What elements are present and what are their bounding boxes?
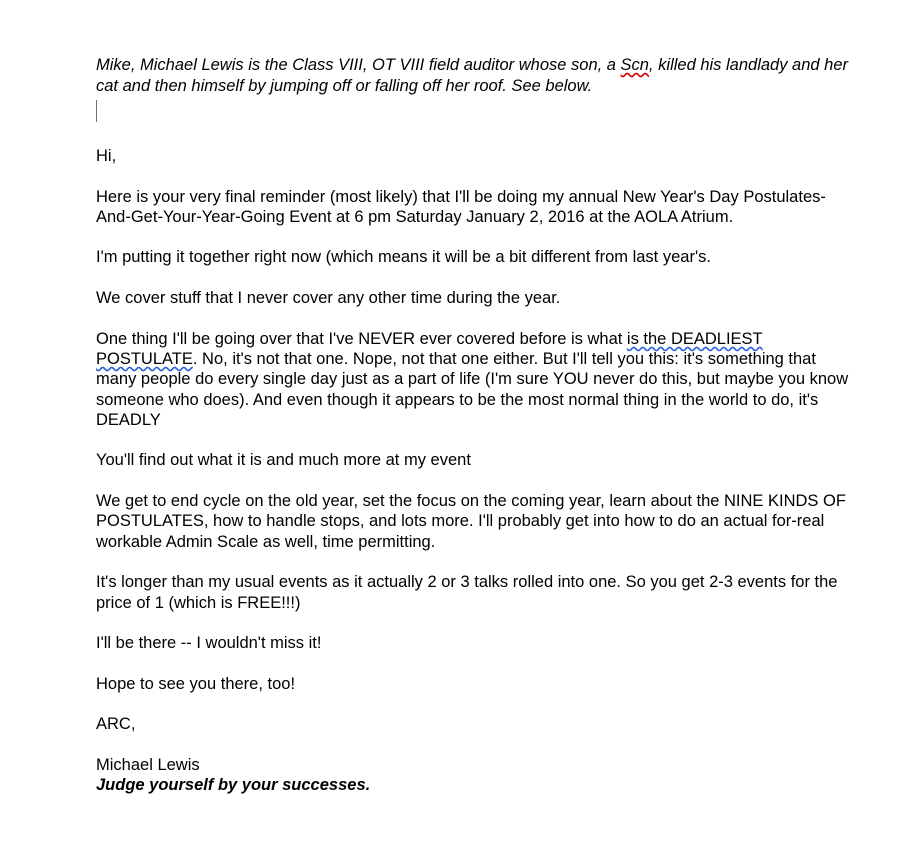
email-signature xyxy=(96,755,856,796)
email-closing: ARC, xyxy=(96,715,136,734)
email-paragraph-4 xyxy=(96,329,856,430)
p4-text-c: . No, it's not that one. Nope, not that one either. But I'll tell you this: it's something that many people do every single day just as a part of life (I'm sure YOU never do this, but maybe you know someone who does). And even though it appears to be the most normal thing in the world to do, it's DEADLY xyxy=(96,349,849,429)
grammar-flag-deadliest-postulate[interactable]: is the DEADLIEST POSTULATE xyxy=(96,329,763,368)
email-content xyxy=(96,146,856,796)
email-greeting: Hi, xyxy=(96,147,117,165)
editor-note xyxy=(96,55,856,96)
document-body[interactable] xyxy=(96,55,856,796)
note-text-part1: Mike, Michael Lewis is the Class VIII, OT VIII field auditor whose son, a xyxy=(96,56,621,74)
email-paragraph-2: I'm putting it together right now (which means it will be a bit different from last year's. xyxy=(96,248,711,267)
email-paragraph-3: We cover stuff that I never cover any other time during the year. xyxy=(96,289,561,308)
signature-tagline: Judge yourself by your successes. xyxy=(96,776,371,795)
email-paragraph-8: I'll be there -- I wouldn't miss it! xyxy=(96,634,322,653)
email-paragraph-6: We get to end cycle on the old year, set the focus on the coming year, learn about the NINE KINDS OF POSTULATES, how to handle stops, and lots more. I'll probably get into how to do an actual for-real workable Admin Scale as well, time permitting. xyxy=(96,492,846,551)
p4-text-a: One thing I'll be going over that I've NEVER ever covered before is what xyxy=(96,329,627,348)
email-paragraph-1: Here is your very final reminder (most likely) that I'll be doing my annual New Year's Day Postulates-And-Get-Your-Year-Going Event at 6 pm Saturday January 2, 2016 at the AOLA Atrium. xyxy=(96,187,826,226)
text-cursor xyxy=(96,100,97,122)
email-paragraph-9: Hope to see you there, too! xyxy=(96,674,296,693)
note-text-part2: , killed his landlady and her cat and then himself by jumping off or falling off her roof. See below. xyxy=(96,56,849,95)
email-paragraph-7: It's longer than my usual events as it actually 2 or 3 talks rolled into one. So you get 2-3 events for the price of 1 (which is FREE!!!) xyxy=(96,573,838,612)
signature-name: Michael Lewis xyxy=(96,755,200,774)
misspelled-word-scn[interactable]: Scn xyxy=(620,56,649,74)
email-paragraph-5: You'll find out what it is and much more at my event xyxy=(96,451,471,470)
